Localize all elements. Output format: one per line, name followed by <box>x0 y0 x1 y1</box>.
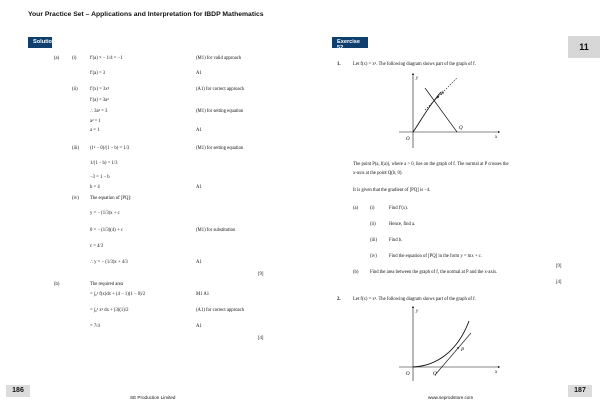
sol-row: a² = 1 <box>90 119 101 124</box>
sol-row: The required area <box>90 282 124 287</box>
sol-row: 0 = − (1/3)(4) + c <box>90 228 123 233</box>
book-title: Your Practice Set – Applications and Interpretation for IBDP Mathematics <box>28 11 264 18</box>
graph2-label-o: O <box>406 372 410 377</box>
sol-note: A1 <box>196 71 202 76</box>
chapter-tab: 11 <box>568 36 600 58</box>
graph2-point-p <box>457 347 459 349</box>
graph2-curve <box>413 321 469 367</box>
question-1-desc-line1: The point P(a, f(a)), where a > 0, lies on the graph of f. The normal at P crosses the <box>353 162 509 167</box>
question-1a-iii: Find b. <box>389 238 403 243</box>
page-number-right: 187 <box>568 385 592 397</box>
part-b-label: (b) <box>54 282 60 287</box>
question-1a-i-label: (i) <box>370 206 375 211</box>
sol-note: A1 <box>196 260 202 265</box>
marks-total-a: [9] <box>258 272 264 277</box>
question-1b: Find the area between the graph of f, the normal at P and the x-axis. <box>370 270 498 275</box>
exercise-banner: Exercise 52 <box>332 37 368 48</box>
graph2-label-q: Q <box>433 372 437 377</box>
graph1-label-y: y <box>416 76 419 81</box>
part-ii-label: (ii) <box>72 87 78 92</box>
question-1a-marks: [9] <box>556 264 562 269</box>
sol-row: = 7/4 <box>90 324 100 329</box>
question-1-text: Let f(x) = x³. The following diagram shows part of the graph of f. <box>353 62 476 67</box>
sol-note: (A1) for correct approach <box>196 308 245 313</box>
sol-row: ∴ y = − (1/3)x + 4/3 <box>90 260 128 265</box>
part-iii-label: (iii) <box>72 146 80 151</box>
sol-row: f′(a) = 3 <box>90 71 106 76</box>
question-2-text: Let f(x) = x². The following diagram shows part of the graph of f. <box>353 297 476 302</box>
part-i-label: (i) <box>72 56 77 61</box>
sol-row: The equation of [PQ]: <box>90 196 132 201</box>
sol-note: (M1) for valid approach <box>196 56 242 61</box>
website-footer: www.seprodstore.com <box>428 395 474 400</box>
sol-note: A1 <box>196 128 202 133</box>
publisher-footer: SE Production Limited <box>130 395 176 400</box>
question-1b-label: (b) <box>353 270 359 275</box>
sol-row: (1³ − 0)/(1 − b) = 1/3 <box>90 146 130 151</box>
sol-note: A1 <box>196 185 202 190</box>
question-1a-ii: Hence, find a. <box>389 222 416 227</box>
sol-row: −3 = 1 − b <box>90 175 110 180</box>
sol-row: c = 4/3 <box>90 244 104 249</box>
graph2-normal <box>435 333 471 375</box>
graph-quadratic <box>395 303 505 383</box>
question-1a-ii-label: (ii) <box>370 222 376 227</box>
question-1-desc-line3: It is given that the gradient of [PQ] is −4. <box>353 188 431 193</box>
part-iv-label: (iv) <box>72 196 79 201</box>
sol-row: a = 1 <box>90 128 100 133</box>
sol-row: f′(a) = 3a² <box>90 98 109 103</box>
part-a-label: (a) <box>54 56 60 61</box>
solution-banner: Solution <box>28 37 52 48</box>
sol-row: ∴ 3a² = 3 <box>90 109 108 114</box>
question-1a-iv: Find the equation of [PQ] in the form y = mx + c. <box>389 254 482 259</box>
sol-note: (M1) for setting equation <box>196 146 244 151</box>
sol-row: b = 4 <box>90 185 100 190</box>
sol-row: f′(x) = 3x² <box>90 87 110 92</box>
question-1a-label: (a) <box>353 206 359 211</box>
question-2-number: 2. <box>337 297 341 302</box>
sol-note: M1 A1 <box>196 292 210 297</box>
graph2-label-y: y <box>416 309 419 314</box>
question-1-number: 1. <box>337 62 341 67</box>
page-number-left: 186 <box>6 385 30 397</box>
graph2-label-x: x <box>495 370 498 375</box>
sol-row: f′(a) × − 1/4 = −1 <box>90 56 123 61</box>
sol-note: A1 <box>196 324 202 329</box>
sol-row: y = − (1/3)x + c <box>90 211 120 216</box>
sol-note: (M1) for setting equation <box>196 109 244 114</box>
sol-row: = ∫₀¹ x³ dx + (3)(1)/2 <box>90 308 129 313</box>
graph1-label-o: O <box>406 137 410 142</box>
graph1-label-p: P <box>441 92 445 97</box>
graph1-point-p <box>437 96 439 98</box>
question-1-desc-line2: x-axis at the point Q(b, 0). <box>353 171 403 176</box>
sol-row: 1/(1 − b) = 1/3 <box>90 161 118 166</box>
question-1a-i: Find f′(x). <box>389 206 408 211</box>
graph1-label-x: x <box>495 135 498 140</box>
sol-row: = ∫₀¹ f(x)dx + (4 − 1)(1 − 0)/2 <box>90 292 146 297</box>
question-1a-iv-label: (iv) <box>370 254 377 259</box>
sol-note: (M1) for substitution <box>196 228 236 233</box>
graph2-label-p: P <box>461 348 465 353</box>
question-1b-marks: [4] <box>556 280 562 285</box>
graph1-label-q: Q <box>459 126 463 131</box>
question-1a-iii-label: (iii) <box>370 238 378 243</box>
marks-total-b: [4] <box>258 336 264 341</box>
sol-note: (A1) for correct approach <box>196 87 245 92</box>
graph-cubic <box>395 70 505 150</box>
